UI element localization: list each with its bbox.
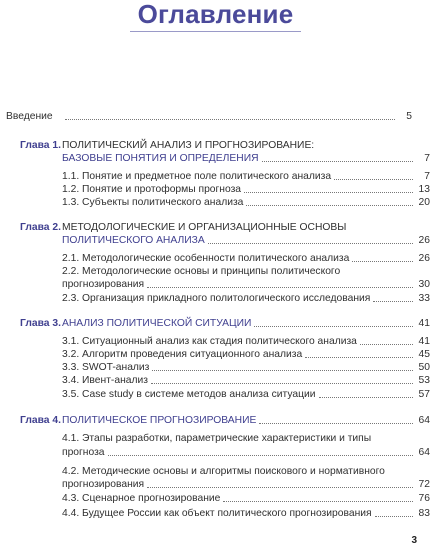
section-1-3[interactable] — [62, 197, 430, 209]
dot-leader — [259, 423, 413, 424]
section-page: 64 — [418, 447, 430, 458]
dot-leader — [352, 261, 413, 262]
section-page: 20 — [418, 197, 430, 208]
dot-leader — [208, 243, 413, 244]
section-page: 30 — [418, 279, 430, 290]
dot-leader — [319, 397, 413, 398]
chapter-1-label: Глава 1. — [20, 140, 61, 151]
dot-leader — [305, 357, 413, 358]
chapter-2-title-row[interactable] — [62, 235, 430, 247]
section-4-2-line-1[interactable]: 4.2. Методические основы и алгоритмы поискового и нормативного — [62, 466, 385, 477]
section-title: 2.1. Методологические особенности политического анализа — [62, 253, 350, 264]
dot-leader — [373, 301, 413, 302]
section-title: 4.3. Сценарное прогнозирование — [62, 493, 221, 504]
chapter-1-title-row[interactable] — [62, 153, 430, 165]
section-2-2[interactable] — [62, 279, 430, 291]
chapter-2-label: Глава 2. — [20, 222, 61, 233]
dot-leader — [246, 205, 413, 206]
section-2-1[interactable] — [62, 253, 430, 265]
section-4-1-line-1[interactable]: 4.1. Этапы разработки, параметрические характеристики и типы — [62, 433, 372, 444]
dot-leader — [151, 383, 413, 384]
section-page: 76 — [418, 493, 430, 504]
section-title: 3.3. SWOT-анализ — [62, 362, 150, 373]
dot-leader — [65, 119, 395, 120]
section-3-4[interactable] — [62, 375, 430, 387]
dot-leader — [223, 501, 413, 502]
chapter-4-label: Глава 4. — [20, 415, 61, 426]
section-title: 1.1. Понятие и предметное поле политического анализа — [62, 171, 332, 182]
section-page: 26 — [418, 253, 430, 264]
section-page: 41 — [418, 336, 430, 347]
dot-leader — [360, 344, 413, 345]
section-3-3[interactable] — [62, 362, 430, 374]
toc-entry-intro[interactable] — [6, 111, 412, 123]
section-3-2[interactable] — [62, 349, 430, 361]
chapter-4-title-row[interactable] — [62, 415, 430, 427]
section-title: 1.2. Понятие и протоформы прогноза — [62, 184, 242, 195]
dot-leader — [152, 370, 413, 371]
section-page: 50 — [418, 362, 430, 373]
section-title: 4.4. Будущее России как объект политического прогнозирования — [62, 508, 372, 519]
chapter-2-title-line-1[interactable]: МЕТОДОЛОГИЧЕСКИЕ И ОРГАНИЗАЦИОННЫЕ ОСНОВЫ — [62, 222, 347, 233]
dot-leader — [108, 455, 413, 456]
section-page: 57 — [418, 389, 430, 400]
chapter-3-title: АНАЛИЗ ПОЛИТИЧЕСКОЙ СИТУАЦИИ — [62, 318, 252, 329]
dot-leader — [147, 487, 413, 488]
section-4-2[interactable] — [62, 479, 430, 491]
section-title: прогнозирования — [62, 479, 145, 490]
section-title: 3.5. Case study в системе методов анализа ситуации — [62, 389, 316, 400]
section-page: 33 — [418, 293, 430, 304]
dot-leader — [254, 326, 413, 327]
section-title: 3.4. Ивент-анализ — [62, 375, 148, 386]
chapter-3-page: 41 — [418, 318, 430, 329]
chapter-2-page: 26 — [418, 235, 430, 246]
dot-leader — [375, 516, 413, 517]
section-4-3[interactable] — [62, 493, 430, 505]
intro-page: 5 — [406, 111, 412, 122]
chapter-4-page: 64 — [418, 415, 430, 426]
section-title: 1.3. Субъекты политического анализа — [62, 197, 244, 208]
page-title: Оглавление — [137, 0, 294, 29]
section-title: прогноза — [62, 447, 105, 458]
dot-leader — [334, 179, 413, 180]
page-number: 3 — [411, 535, 417, 546]
chapter-1-title-line-1[interactable]: ПОЛИТИЧЕСКИЙ АНАЛИЗ И ПРОГНОЗИРОВАНИЕ: — [62, 140, 315, 151]
chapter-3-label: Глава 3. — [20, 318, 61, 329]
title-underline — [130, 31, 301, 32]
chapter-3-title-row[interactable] — [62, 318, 430, 330]
dot-leader — [244, 192, 413, 193]
section-title: 3.1. Ситуационный анализ как стадия политического анализа — [62, 336, 357, 347]
section-page: 53 — [418, 375, 430, 386]
section-title: 2.3. Организация прикладного политологического исследования — [62, 293, 371, 304]
section-1-1[interactable] — [62, 171, 430, 183]
section-page: 72 — [418, 479, 430, 490]
section-2-3[interactable] — [62, 293, 430, 305]
chapter-4-title: ПОЛИТИЧЕСКОЕ ПРОГНОЗИРОВАНИЕ — [62, 415, 257, 426]
dot-leader — [262, 161, 413, 162]
section-title: 3.2. Алгоритм проведения ситуационного анализа — [62, 349, 303, 360]
section-2-2-line-1[interactable]: 2.2. Методологические основы и принципы политического — [62, 266, 341, 277]
dot-leader — [147, 287, 413, 288]
chapter-1-title-line-2: БАЗОВЫЕ ПОНЯТИЯ И ОПРЕДЕЛЕНИЯ — [62, 153, 259, 164]
section-1-2[interactable] — [62, 184, 430, 196]
intro-label: Введение — [6, 111, 53, 122]
section-page: 83 — [418, 508, 430, 519]
section-3-1[interactable] — [62, 336, 430, 348]
section-page: 45 — [418, 349, 430, 360]
section-page: 7 — [424, 171, 430, 182]
section-3-5[interactable] — [62, 389, 430, 401]
section-4-1[interactable] — [62, 447, 430, 459]
section-page: 13 — [418, 184, 430, 195]
chapter-1-page: 7 — [424, 153, 430, 164]
chapter-2-title-line-2: ПОЛИТИЧЕСКОГО АНАЛИЗА — [62, 235, 205, 246]
section-4-4[interactable] — [62, 508, 430, 520]
section-title: прогнозирования — [62, 279, 145, 290]
